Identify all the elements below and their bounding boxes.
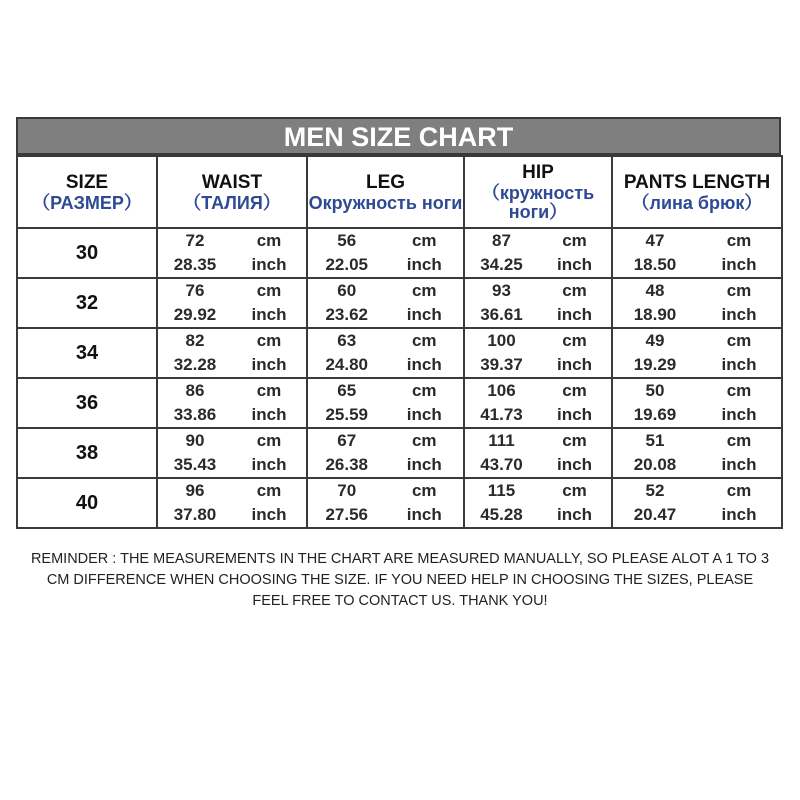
waist-cell xyxy=(157,278,307,328)
unit-inch: inch xyxy=(721,255,757,274)
leg-inch-value: 22.05 xyxy=(325,255,369,274)
size-value: 32 xyxy=(17,278,157,328)
unit-inch: inch xyxy=(721,355,757,374)
header-waist xyxy=(157,156,307,228)
unit-inch: inch xyxy=(406,505,442,524)
header-leg xyxy=(307,156,464,228)
unit-cm: cm xyxy=(411,431,437,450)
unit-cm: cm xyxy=(562,331,587,350)
leg-inch-value: 24.80 xyxy=(325,355,369,374)
leg-inch-value: 27.56 xyxy=(325,505,369,524)
unit-inch: inch xyxy=(251,355,287,374)
waist-cm-value: 82 xyxy=(185,331,205,350)
length-cm-value: 48 xyxy=(645,281,665,300)
hip-cell xyxy=(464,278,612,328)
waist-cm-value: 86 xyxy=(185,381,205,400)
header-pants-length xyxy=(612,156,782,228)
length-inch-value: 19.69 xyxy=(633,405,677,424)
waist-cm-value: 76 xyxy=(185,281,205,300)
size-value: 36 xyxy=(17,378,157,428)
leg-cell xyxy=(307,328,464,378)
unit-cm: cm xyxy=(411,331,437,350)
header-row xyxy=(17,156,782,228)
unit-cm: cm xyxy=(726,481,752,500)
waist-cell xyxy=(157,228,307,278)
length-cell xyxy=(612,428,782,478)
length-cell xyxy=(612,228,782,278)
unit-cm: cm xyxy=(256,331,282,350)
header-size-en: SIZE xyxy=(65,171,109,193)
length-cell xyxy=(612,278,782,328)
header-length-ru: （лина брюк） xyxy=(631,192,763,213)
header-size xyxy=(17,156,157,228)
leg-cm-value: 60 xyxy=(337,281,357,300)
waist-inch-value: 29.92 xyxy=(173,305,217,324)
unit-cm: cm xyxy=(411,281,437,300)
unit-cm: cm xyxy=(256,431,282,450)
unit-inch: inch xyxy=(721,455,757,474)
unit-inch: inch xyxy=(406,455,442,474)
unit-inch: inch xyxy=(721,305,757,324)
unit-inch: inch xyxy=(557,255,592,274)
leg-cm-value: 65 xyxy=(337,381,357,400)
length-inch-value: 18.50 xyxy=(633,255,677,274)
leg-cell xyxy=(307,228,464,278)
waist-cell xyxy=(157,378,307,428)
waist-inch-value: 37.80 xyxy=(173,505,217,524)
unit-cm: cm xyxy=(726,281,752,300)
leg-cell xyxy=(307,478,464,528)
waist-inch-value: 33.86 xyxy=(173,405,217,424)
header-hip-en: HIP xyxy=(522,162,554,183)
header-length-en: PANTS LENGTH xyxy=(623,171,771,193)
unit-inch: inch xyxy=(557,505,592,524)
waist-inch-value: 35.43 xyxy=(173,455,217,474)
size-value: 30 xyxy=(17,228,157,278)
length-cm-value: 52 xyxy=(645,481,665,500)
unit-cm: cm xyxy=(562,431,587,450)
unit-cm: cm xyxy=(256,281,282,300)
unit-cm: cm xyxy=(411,231,437,250)
unit-inch: inch xyxy=(251,455,287,474)
hip-cell xyxy=(464,228,612,278)
unit-cm: cm xyxy=(726,231,752,250)
leg-inch-value: 25.59 xyxy=(325,405,369,424)
table-row xyxy=(17,228,782,278)
length-cell xyxy=(612,478,782,528)
size-table xyxy=(16,155,783,529)
hip-cell xyxy=(464,428,612,478)
hip-cm-value: 93 xyxy=(492,281,511,300)
hip-inch-value: 36.61 xyxy=(480,305,523,324)
waist-inch-value: 28.35 xyxy=(173,255,217,274)
unit-inch: inch xyxy=(251,405,287,424)
unit-cm: cm xyxy=(726,431,752,450)
header-waist-ru: （ТАЛИЯ） xyxy=(183,192,281,213)
table-row xyxy=(17,428,782,478)
hip-cm-value: 115 xyxy=(487,481,516,500)
leg-inch-value: 23.62 xyxy=(325,305,369,324)
reminder-text: REMINDER : THE MEASUREMENTS IN THE CHART ARE MEASURED MANUALLY, SO PLEASE ALOT A 1 TO 3 CM DIFFERENCE WHEN CHOOSING THE SIZE. IF YOU NEED HELP IN CHOOSING THE SIZES, PLEASE FEEL FREE TO CONTACT US. THANK YOU! xyxy=(30,551,770,609)
unit-cm: cm xyxy=(562,281,587,300)
hip-inch-value: 41.73 xyxy=(480,405,523,424)
length-inch-value: 20.08 xyxy=(633,455,677,474)
unit-cm: cm xyxy=(726,331,752,350)
unit-cm: cm xyxy=(256,481,282,500)
unit-inch: inch xyxy=(721,505,757,524)
unit-cm: cm xyxy=(411,381,437,400)
length-cm-value: 49 xyxy=(645,331,665,350)
hip-inch-value: 45.28 xyxy=(480,505,523,524)
length-cm-value: 50 xyxy=(645,381,665,400)
length-cm-value: 51 xyxy=(645,431,665,450)
unit-cm: cm xyxy=(256,231,282,250)
waist-cm-value: 96 xyxy=(185,481,205,500)
hip-inch-value: 34.25 xyxy=(480,255,523,274)
waist-inch-value: 32.28 xyxy=(173,355,217,374)
unit-cm: cm xyxy=(726,381,752,400)
unit-inch: inch xyxy=(557,305,592,324)
chart-title: MEN SIZE CHART xyxy=(16,117,781,155)
length-cm-value: 47 xyxy=(645,231,665,250)
header-waist-en: WAIST xyxy=(201,171,263,193)
size-rows xyxy=(17,228,782,528)
length-inch-value: 20.47 xyxy=(633,505,677,524)
unit-inch: inch xyxy=(406,405,442,424)
unit-cm: cm xyxy=(411,481,437,500)
hip-cm-value: 87 xyxy=(492,231,511,250)
table-row xyxy=(17,328,782,378)
leg-inch-value: 26.38 xyxy=(325,455,369,474)
unit-cm: cm xyxy=(256,381,282,400)
table-row xyxy=(17,478,782,528)
unit-cm: cm xyxy=(562,381,587,400)
leg-cm-value: 63 xyxy=(337,331,357,350)
leg-cm-value: 56 xyxy=(337,231,357,250)
unit-inch: inch xyxy=(251,305,287,324)
unit-inch: inch xyxy=(406,355,442,374)
waist-cell xyxy=(157,428,307,478)
size-value: 40 xyxy=(17,478,157,528)
waist-cell xyxy=(157,478,307,528)
header-hip xyxy=(464,156,612,228)
hip-cm-value: 100 xyxy=(487,331,516,350)
leg-cell xyxy=(307,378,464,428)
hip-cm-value: 106 xyxy=(487,381,516,400)
waist-cell xyxy=(157,328,307,378)
unit-inch: inch xyxy=(251,505,287,524)
length-cell xyxy=(612,328,782,378)
unit-inch: inch xyxy=(406,255,442,274)
header-size-ru: （РАЗМЕР） xyxy=(32,192,142,213)
unit-inch: inch xyxy=(251,255,287,274)
unit-inch: inch xyxy=(557,355,592,374)
table-row xyxy=(17,278,782,328)
leg-cell xyxy=(307,278,464,328)
leg-cell xyxy=(307,428,464,478)
hip-cell xyxy=(464,328,612,378)
waist-cm-value: 90 xyxy=(185,431,205,450)
waist-cm-value: 72 xyxy=(185,231,205,250)
size-chart xyxy=(16,117,781,529)
unit-cm: cm xyxy=(562,231,587,250)
leg-cm-value: 70 xyxy=(337,481,357,500)
leg-cm-value: 67 xyxy=(337,431,357,450)
header-hip-ru: （кружность ноги） xyxy=(481,183,595,222)
hip-cell xyxy=(464,478,612,528)
unit-inch: inch xyxy=(721,405,757,424)
unit-inch: inch xyxy=(557,455,592,474)
header-leg-en: LEG xyxy=(365,171,406,193)
size-value: 38 xyxy=(17,428,157,478)
hip-inch-value: 39.37 xyxy=(480,355,523,374)
hip-inch-value: 43.70 xyxy=(480,455,523,474)
unit-inch: inch xyxy=(406,305,442,324)
length-cell xyxy=(612,378,782,428)
length-inch-value: 18.90 xyxy=(633,305,677,324)
unit-inch: inch xyxy=(557,405,592,424)
length-inch-value: 19.29 xyxy=(633,355,677,374)
hip-cm-value: 111 xyxy=(488,431,515,450)
size-value: 34 xyxy=(17,328,157,378)
hip-cell xyxy=(464,378,612,428)
unit-cm: cm xyxy=(562,481,587,500)
header-leg-ru: Окружность ноги xyxy=(308,192,463,213)
table-row xyxy=(17,378,782,428)
